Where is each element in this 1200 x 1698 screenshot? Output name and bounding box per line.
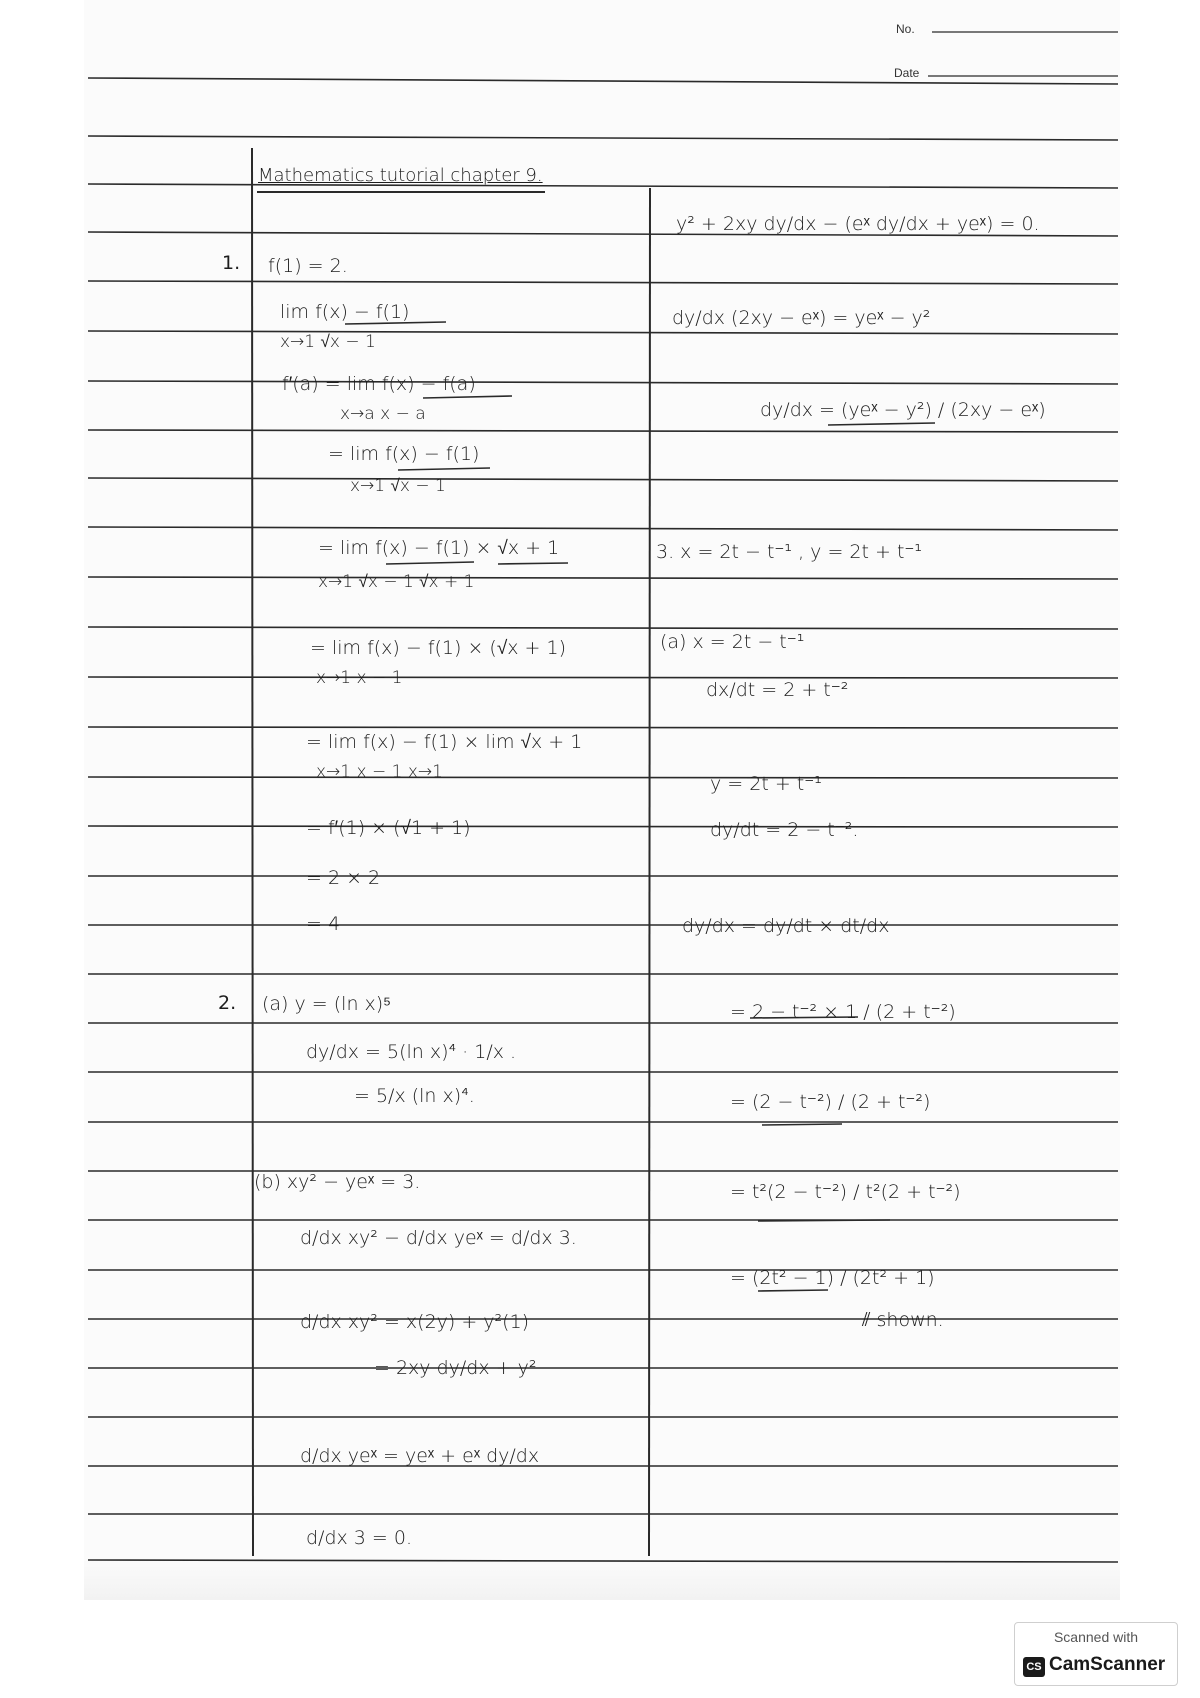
q1-derivative-definition-sub: x→a x − a [340, 404, 426, 424]
q2b-step-3: = 2xy dy/dx + y² [374, 1357, 537, 1379]
q2b-step-5: d/dx 3 = 0. [306, 1527, 413, 1549]
no-label: No. [896, 22, 915, 36]
q1-step-2: = lim f(x) − f(1) × √x + 1 [318, 537, 560, 559]
q1-limit: lim f(x) − f(1) [280, 301, 410, 323]
q1-step-1-sub: x→1 √x − 1 [350, 476, 446, 496]
rule-line [88, 136, 1118, 140]
q2a-step-2: = 5/x (ln x)⁴. [354, 1085, 475, 1107]
question-number-2: 2. [218, 992, 237, 1014]
q3a-step-2: y = 2t + t⁻¹ [710, 773, 822, 795]
rule-line [88, 78, 1118, 84]
badge-caption: Scanned with [1053, 1629, 1139, 1645]
q3-given: 3. x = 2t − t⁻¹ , y = 2t + t⁻¹ [656, 541, 923, 563]
q2a-step-1: dy/dx = 5(ln x)⁴ · 1/x . [306, 1041, 517, 1063]
table-left-border [252, 148, 253, 1556]
rule-line [88, 777, 1118, 778]
q3a-step-7: = t²(2 − t⁻²) / t²(2 + t⁻²) [730, 1181, 961, 1203]
camscanner-logo-icon: CS [1023, 1657, 1045, 1677]
q1-limit-sub: x→1 √x − 1 [280, 332, 376, 352]
rule-line [88, 677, 1118, 678]
q1-given: f(1) = 2. [268, 255, 348, 277]
q1-step-2-sub: x→1 √x − 1 √x + 1 [318, 572, 475, 592]
q2b-given: (b) xy² − yeˣ = 3. [254, 1171, 421, 1193]
rule-line [88, 430, 1118, 432]
rule-line [88, 381, 1118, 384]
rule-line [88, 1560, 1118, 1562]
rule-line [88, 281, 1118, 284]
q1-step-3-sub: x→1 x − 1 [316, 668, 403, 688]
q3a-step-4: dy/dx = dy/dt × dt/dx [682, 915, 890, 937]
rule-line [88, 826, 1118, 827]
rule-line [88, 184, 1118, 188]
rule-line [88, 331, 1118, 334]
rule-line [88, 727, 1118, 728]
q3a-step-3: dy/dt = 2 − t⁻². [710, 819, 859, 841]
badge-brand-name: CamScanner [1049, 1654, 1166, 1675]
q1-derivative-definition: f′(a) = lim f(x) − f(a) [282, 373, 476, 395]
shown-mark: ⫽ shown. [862, 1309, 944, 1331]
rule-line [88, 527, 1118, 530]
q1-step-6: = 2 × 2 [306, 867, 381, 889]
q1-step-7: = 4 [306, 913, 341, 935]
camscanner-badge [1014, 1622, 1178, 1686]
q1-step-1: = lim f(x) − f(1) [328, 443, 480, 465]
q3a-step-8: = (2t² − 1) / (2t² + 1) [730, 1267, 935, 1289]
table-divider [649, 188, 650, 1556]
q2b-step-2: d/dx xy² = x(2y) + y²(1) [300, 1311, 530, 1333]
q3a-step-6: = (2 − t⁻²) / (2 + t⁻²) [730, 1091, 931, 1113]
r-step-3: dy/dx = (yeˣ − y²) / (2xy − eˣ) [760, 399, 1046, 421]
q1-step-3: = lim f(x) − f(1) × (√x + 1) [310, 637, 567, 659]
q3a-step-5: = 2 − t⁻² × 1 / (2 + t⁻²) [730, 1001, 956, 1023]
q2b-step-1: d/dx xy² − d/dx yeˣ = d/dx 3. [300, 1227, 577, 1249]
r-step-1: y² + 2xy dy/dx − (eˣ dy/dx + yeˣ) = 0. [676, 213, 1040, 235]
rule-line [88, 577, 1118, 579]
q1-step-4-sub: x→1 x − 1 x→1 [316, 762, 443, 782]
page-title: Mathematics tutorial chapter 9. [258, 165, 543, 186]
q2a-given: (a) y = (ln x)⁵ [262, 993, 392, 1015]
rule-line [88, 478, 1118, 481]
q2b-step-4: d/dx yeˣ = yeˣ + eˣ dy/dx [300, 1445, 540, 1467]
r-step-2: dy/dx (2xy − eˣ) = yeˣ − y² [672, 307, 931, 329]
date-label: Date [894, 66, 920, 80]
question-number-1: 1. [222, 252, 241, 274]
q3a-given: (a) x = 2t − t⁻¹ [660, 631, 805, 653]
q1-step-5: = f′(1) × (√1 + 1) [306, 817, 471, 839]
q1-step-4: = lim f(x) − f(1) × lim √x + 1 [306, 731, 583, 753]
rule-line [88, 627, 1118, 629]
q3a-step-1: dx/dt = 2 + t⁻² [706, 679, 849, 701]
